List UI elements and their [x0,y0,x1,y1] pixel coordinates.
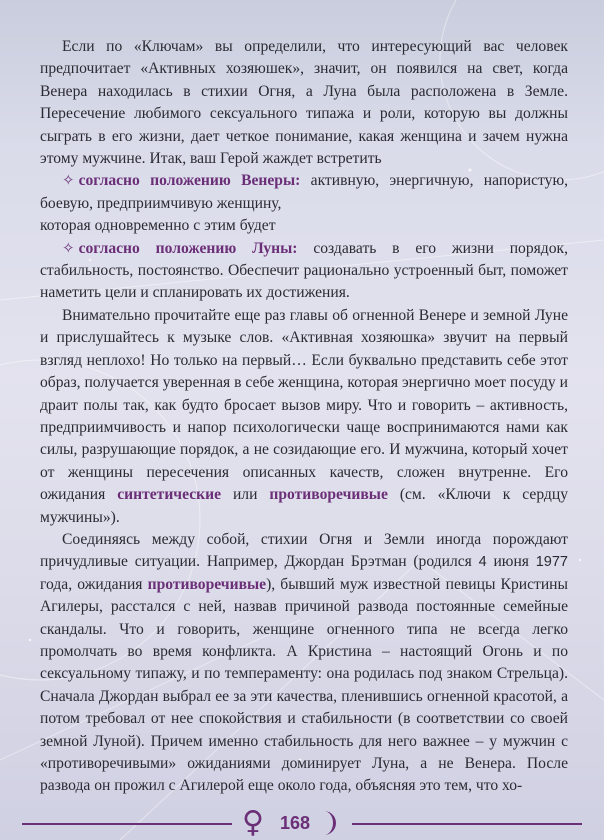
page-footer [0,806,604,840]
bullet-moon [40,238,568,305]
bullet-venus-text: активную, энергичную, напористую, боевую, предприимчивую женщину, [40,172,568,212]
bullet-star-icon: ✧ [62,173,75,190]
paragraph-intro: Если по «Ключам» вы определили, что интересующий вас человек предпочитает «Активных хозяюшек», значит, он появился на свет, когда Венера находилась в стихии Огня, а Луна была расположена в Земле. Пересечение любимого сексуального типажа и роли, которую вы должны сыграть в его жизни, дает четкое понимание, какая женщина и зачем нужна этому мужчине. Итак, ваш Герой жаждет встретить [40,38,568,168]
paragraph-example: Соединяясь между собой, стихии Огня и Земли иногда порождают причудливые ситуации. Например, Джордан Брэтман (родился 4 июня 1977 года, ожидания противоречивые), бывший муж известной певицы Кристины Агилеры, расстался с ней, назвав причиной развода постоянные семейные скандалы. Что и говорить, женщине огненного типа не всегда легко промолчать во время конфликта. А Кристина – настоящий Огонь и по сексуальному типажу, и по темпераменту: она родилась под знаком Стрельца). Сначала Джордан выбрал ее за эти качества, пленившись огненной красотой, а потом требовал от нее спокойствия и стабильности (в соответствии со своей земной Луной). Причем именно стабильность для него важнее – у мужчин с «противоречивыми» ожиданиями доминирует Луна, а не Венера. После развода он прожил с Агилерой еще около года, объясняя это тем, что хо- [40,530,568,795]
paragraph-analysis: Внимательно прочитайте еще раз главы об огненной Венере и земной Луне и прислушайтесь к музыке слов. «Активная хозяюшка» звучит на первый взгляд неплохо! Но только на первый… Если буквально представить себе этот образ, получается уверенная в себе женщина, которая энергично моет посуду и драит полы так, как будто бросает вызов миру. Что и говорить – активность, предприимчивость и напор психологически чаще воспринимаются нами как силы, разрушающие порядок, а не созидающие его. И мужчина, который хочет от женщины пересечения описанных качеств, сложен внутренне. Его ожидания синтетические или противоречивые (см. «Ключи к сердцу мужчины»). [40,306,568,526]
page-number: 168 [280,813,311,833]
venus-icon: ♀ [242,805,264,840]
footer-divider-left [22,823,232,825]
moon-icon [318,809,344,837]
footer-divider-right [352,823,582,825]
bullet-moon-text: создавать в его жизни порядок, стабильность, постоянство. Обеспечит рационально устроенный быт, поможет наметить цели и спланировать их достижения. [40,239,569,302]
highlight-synthetic: синтетические [117,486,222,504]
highlight-contradictory-2: противоречивые [147,575,267,593]
highlight-contradictory: противоречивые [269,486,388,504]
bullet-venus [40,170,568,215]
birth-year: 1977 [535,554,568,571]
bullet-moon-heading: согласно положению Луны: [78,239,298,257]
bullet-venus-continuation: которая одновременно с этим будет [40,217,276,235]
birth-day: 4 [478,554,487,571]
page-text [40,36,568,798]
bullet-star-icon: ✧ [62,240,75,257]
bullet-venus-heading: согласно положению Венеры: [78,172,301,190]
